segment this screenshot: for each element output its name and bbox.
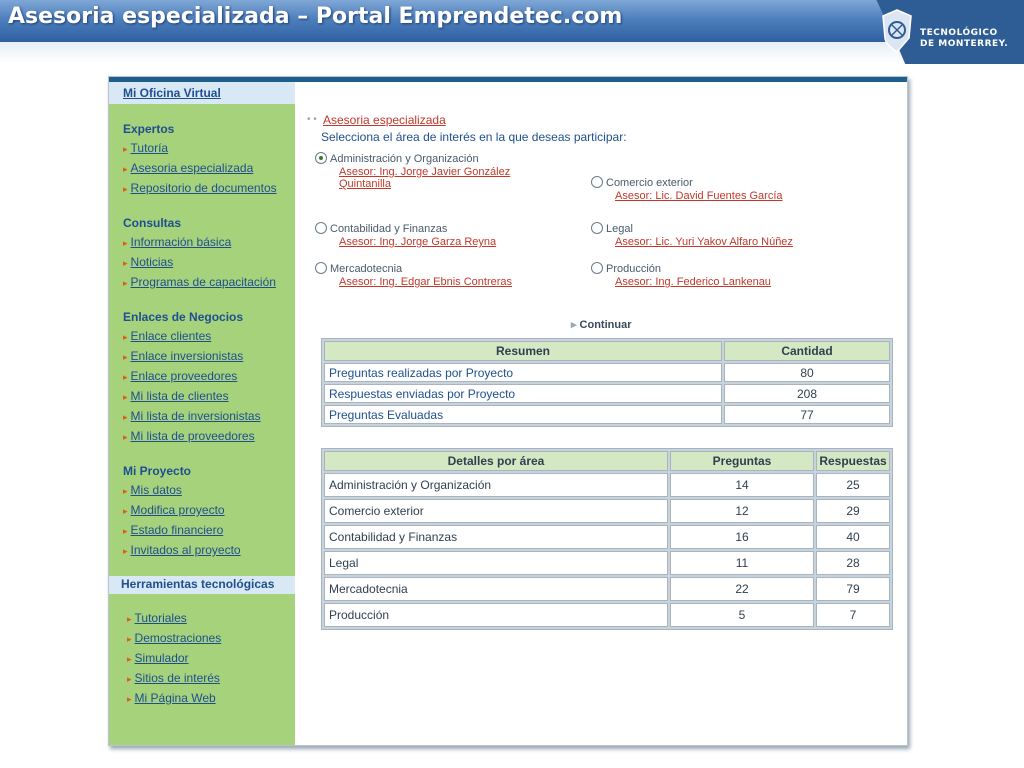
sidebar-item-sitios[interactable]: ▸ Sitios de interés — [127, 668, 295, 688]
radio-icon[interactable] — [315, 222, 327, 234]
table-cell: 25 — [816, 473, 890, 497]
table-cell: 77 — [724, 405, 890, 424]
option-label: Comercio exterior — [606, 177, 693, 189]
table-cell: 79 — [816, 577, 890, 601]
sidebar-item-modifica-proyecto[interactable]: ▸ Modifica proyecto — [123, 500, 295, 520]
table-row — [324, 473, 890, 497]
column-header: Resumen — [324, 341, 722, 361]
summary-table — [321, 338, 893, 427]
advisor-link[interactable]: Asesor: Ing. Jorge Garza Reyna — [339, 236, 497, 248]
sidebar-item-tutoria[interactable]: ▸ Tutoría — [123, 138, 295, 158]
option-label: Administración y Organización — [330, 153, 479, 165]
table-row — [324, 577, 890, 601]
sidebar-item-enlace-clientes[interactable]: ▸ Enlace clientes — [123, 326, 295, 346]
table-cell: Administración y Organización — [324, 473, 668, 497]
table-cell: 11 — [670, 551, 814, 575]
table-cell: Producción — [324, 603, 668, 627]
table-cell: Comercio exterior — [324, 499, 668, 523]
advisor-link[interactable]: Asesor: Lic. Yuri Yakov Alfaro Núñez — [615, 236, 793, 248]
table-cell: 22 — [670, 577, 814, 601]
sidebar-head-link[interactable]: Mi Oficina Virtual — [109, 82, 295, 104]
sidebar-section-enlaces — [109, 310, 295, 446]
logo-line-1: TECNOLÓGICO — [920, 28, 998, 38]
sidebar-section-proyecto — [109, 464, 295, 560]
advisor-link[interactable]: Asesor: Ing. Federico Lankenau — [615, 276, 771, 288]
option-label: Producción — [606, 263, 662, 275]
continue-button[interactable]: ▸ Continuar — [571, 318, 631, 331]
sidebar-item-pagina-web[interactable]: ▸ Mi Página Web — [127, 688, 295, 708]
table-cell: Preguntas realizadas por Proyecto — [324, 363, 722, 382]
table-row — [324, 499, 890, 523]
sidebar-item-simulador[interactable]: ▸ Simulador — [127, 648, 295, 668]
table-header-row — [324, 451, 890, 471]
table-cell: 40 — [816, 525, 890, 549]
table-cell: 29 — [816, 499, 890, 523]
column-header: Detalles por área — [324, 451, 668, 471]
option-label: Legal — [606, 223, 633, 235]
shield-emblem-icon — [880, 8, 914, 54]
advisor-link[interactable]: Asesor: Ing. Edgar Ebnis Contreras — [339, 276, 513, 288]
table-cell: 28 — [816, 551, 890, 575]
table-cell: 16 — [670, 525, 814, 549]
sidebar-section-title: Consultas — [123, 216, 182, 230]
sidebar-item-tutoriales[interactable]: ▸ Tutoriales — [127, 608, 295, 628]
option-administracion[interactable] — [315, 152, 555, 190]
main-content — [295, 82, 907, 745]
table-cell: Preguntas Evaluadas — [324, 405, 722, 424]
table-row — [324, 405, 890, 424]
radio-icon[interactable] — [591, 222, 603, 234]
portal-frame — [108, 76, 908, 746]
sidebar-item-enlace-proveedores[interactable]: ▸ Enlace proveedores — [123, 366, 295, 386]
sidebar-section-consultas — [109, 216, 295, 292]
header-underline — [0, 42, 1024, 64]
table-row — [324, 384, 890, 403]
sidebar-section-expertos — [109, 122, 295, 198]
sidebar-section-title: Expertos — [123, 122, 175, 136]
advisor-link[interactable]: Asesor: Lic. David Fuentes García — [615, 190, 783, 202]
table-cell: Respuestas enviadas por Proyecto — [324, 384, 722, 403]
sidebar-section-title: Enlaces de Negocios — [123, 310, 244, 324]
sidebar-item-demostraciones[interactable]: ▸ Demostraciones — [127, 628, 295, 648]
sidebar-item-mis-datos[interactable]: ▸ Mis datos — [123, 480, 295, 500]
breadcrumb[interactable]: Asesoria especializada — [323, 113, 446, 127]
option-label: Mercadotecnia — [330, 263, 403, 275]
logo-line-2: DE MONTERREY. — [920, 39, 1009, 49]
table-cell: 80 — [724, 363, 890, 382]
sidebar-section-title: Mi Proyecto — [123, 464, 192, 478]
table-cell: 14 — [670, 473, 814, 497]
option-label: Contabilidad y Finanzas — [330, 223, 448, 235]
table-cell: 7 — [816, 603, 890, 627]
sidebar-item-repositorio[interactable]: ▸ Repositorio de documentos — [123, 178, 295, 198]
sidebar-item-programas[interactable]: ▸ Programas de capacitación — [123, 272, 295, 292]
breadcrumb-dots: • • — [307, 114, 317, 125]
column-header: Respuestas — [816, 451, 890, 471]
table-row — [324, 603, 890, 627]
area-prompt: Selecciona el área de interés en la que deseas participar: — [321, 130, 627, 144]
table-cell: Mercadotecnia — [324, 577, 668, 601]
table-cell: 208 — [724, 384, 890, 403]
table-row — [324, 525, 890, 549]
radio-icon[interactable] — [315, 262, 327, 274]
radio-icon[interactable] — [591, 262, 603, 274]
logo-text — [920, 28, 1008, 50]
sidebar — [109, 82, 295, 745]
table-row — [324, 551, 890, 575]
table-cell: Legal — [324, 551, 668, 575]
sidebar-item-invitados[interactable]: ▸ Invitados al proyecto — [123, 540, 295, 560]
sidebar-item-estado-financiero[interactable]: ▸ Estado financiero — [123, 520, 295, 540]
sidebar-item-noticias[interactable]: ▸ Noticias — [123, 252, 295, 272]
sidebar-item-lista-clientes[interactable]: ▸ Mi lista de clientes — [123, 386, 295, 406]
sidebar-item-lista-proveedores[interactable]: ▸ Mi lista de proveedores — [123, 426, 295, 446]
column-header: Preguntas — [670, 451, 814, 471]
table-cell: 5 — [670, 603, 814, 627]
advisor-link[interactable]: Asesor: Ing. Jorge Javier González Quintanilla — [339, 166, 511, 190]
option-legal[interactable] — [591, 222, 891, 248]
table-header-row — [324, 341, 890, 361]
column-header: Cantidad — [724, 341, 890, 361]
table-row — [324, 363, 890, 382]
radio-icon[interactable] — [591, 176, 603, 188]
sidebar-item-informacion[interactable]: ▸ Información básica — [123, 232, 295, 252]
option-mercadotecnia[interactable] — [315, 262, 575, 288]
page-title: Asesoria especializada – Portal Emprendetec.com — [8, 4, 623, 29]
option-contabilidad[interactable] — [315, 222, 575, 248]
details-table — [321, 448, 893, 630]
sidebar-item-lista-inversionistas[interactable]: ▸ Mi lista de inversionistas — [123, 406, 295, 426]
table-cell: Contabilidad y Finanzas — [324, 525, 668, 549]
sidebar-tools-list — [109, 608, 295, 708]
sidebar-item-asesoria[interactable]: ▸ Asesoria especializada — [123, 158, 295, 178]
option-produccion[interactable] — [591, 262, 891, 288]
table-cell: 12 — [670, 499, 814, 523]
sidebar-item-enlace-inversionistas[interactable]: ▸ Enlace inversionistas — [123, 346, 295, 366]
radio-selected-icon[interactable] — [315, 152, 327, 164]
option-comercio[interactable] — [591, 176, 851, 202]
sidebar-tools-title: Herramientas tecnológicas — [109, 576, 295, 594]
